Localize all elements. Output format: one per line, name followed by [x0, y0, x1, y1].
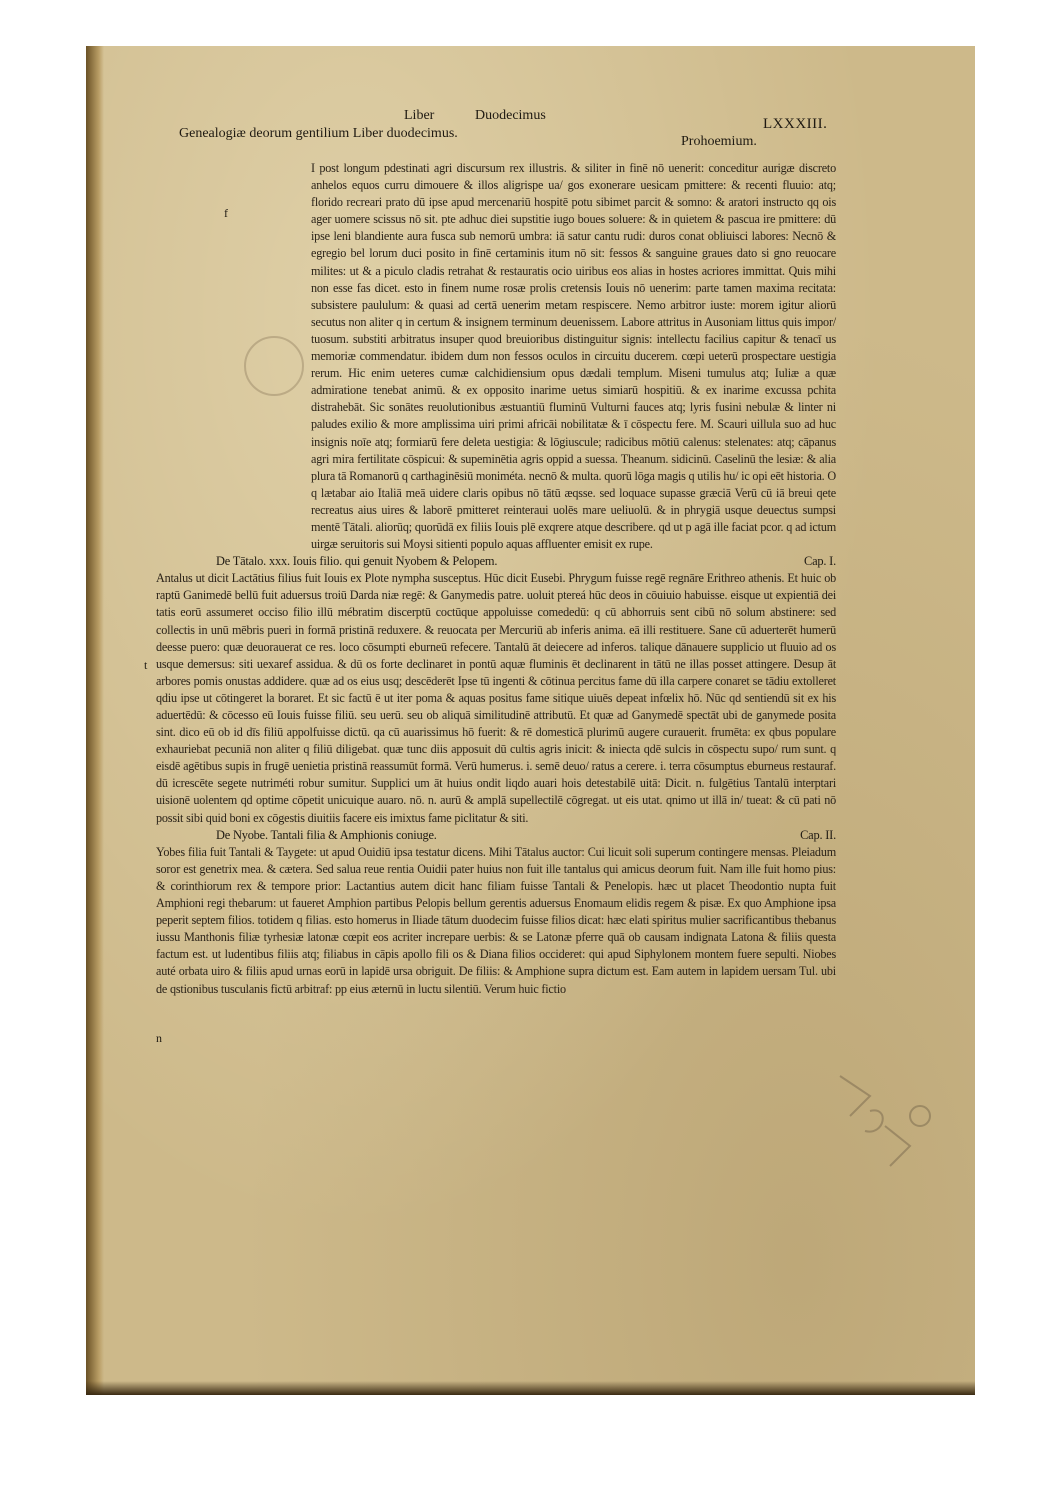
book-spine-shadow: [86, 46, 104, 1395]
chapter-label: Cap. I.: [804, 554, 836, 569]
chapter-heading-1: [136, 553, 836, 570]
chapter-paragraph-2: Yobes filia fuit Tantali & Taygete: ut apud Ouidiū ipsa testatur dicens. Mihi Tātalus auctor: Cui licuit soli superum contingere mensas. Pleiadum soror est genetrix mea. & cætera. Sed salua reue rentia Ouidii pater huius non fuit ille tantalus qui amicus deorum fuit. Nam ille fuit homo pius: & corinthiorum rex & tempore prior: Lactantius autem dicit hanc filiam fuisse Tantali & Penelopis. hæc ut placet Theodontio nupta fuit Amphioni regi thebarum: ut faueret Amphion partibus Pelopis bellum gerentis aduersus Enomaum elidis regem & pisæ. Ex quo Amphione ipsa peperit septem filios. totidem q filias. esto homerus in Iliade tātum duodecim fuisse filios dicat: hæc elati spiritus mulier sacrificantibus thebanus iussu Manthonis filiæ tyrhesiæ latonæ cœpit eos acriter increpare uerbis: & se Latonæ pferre quā ob causam indignata Latona & filiis questa factum est. ut ludentibus filiis atq; filiabus in cāpis apollo fili os & Diana filios occideret: qui apud Siphylonem montem fuere sepulti. Niobes auté orbata uiro & filiis apud urnas eorū in lapidē ursa obriguit. De filiis: & Amphione supra dictum est. Eam autem in lapidem uersam Tul. ubi de qstionibus tusculanis fictū arbitraf: pp eius æternū in luctu silentiū. Verum huic fictio: [156, 844, 836, 996]
chapter-label: Cap. II.: [800, 827, 836, 842]
guide-letter-f: f: [224, 206, 228, 220]
page-bottom-edge: [86, 1381, 975, 1395]
running-head-liber: Liber: [404, 108, 435, 123]
scanned-page: [86, 46, 975, 1395]
prooemium-paragraph: I post longum pdestinati agri discursum rex illustris. & siliter in finē nō uenerit: conceditur aurigæ discreto anhelos equos curru dimouere & illos aligrispe ua/ gos exonerare uesicam pmittere: & recenti fluuio: atq; florido recreari prato dū ipse apud mercenariū hospitē potu sibimet parcit & somno: & aratori instructo qq ois ager uomere scissus nō sit. pte adhuc diei supstitie iugo boues soluere: & in quietem & pascua ire pmittere: dū ipse leni blandiente aura fusca sub nemorū umbra: iā satur cantu rudi: duros conat obliuisci labores: Necnō & egregio bel lorum duci posito in finē certaminis itum nō sit: fessos & sanguine graues dato si gno reuocare milites: ut & a piculo cladis retrahat & restauratis ocio uiribus eos alias in hostes acriores immittat. Quis mihi non esse fas dicet. esto in finem nume rosæ prolis cretensis Iouis nō uenerim: parte tamen maxima recitata: subsistere paululum: & quasi ad certā uenerim metam respiscere. Nemo arbitror iuste: morem igitur aliorū secutus non aliter q in certum & insignem terminum deuenissem. Labore attritus in Ausoniam littus quis impor/ tuosum. substiti arbitratus insuper quod breuioribus distinguitur signis: intellectu facilius capitur & tenacī us memoriæ commendatur. ibidem dum non fessos oculos in circuitu ducerem. cœpi ueterū prospectare uestigia rerum. Hic enim ueteres cumæ calchidiensium opus dædali templum. Miseni tumulus atq; Iuliæ a quæ admiratione tenebat animū. & ex opposito inarime uetus simiarū hospitiū. & ex inarime excussa pchita distrahebāt. Sic sonātes reuolutionibus æstuantiū fluminū Vulturni fauces atq; lyris fusini nebulæ & linter ni paludes exilio & more amplissima uiri primi africāi nobilitatæ & ī cōspectu fere. M. Scauri uillula suo ad huc insignis noīe atq; formiarū fere deleta uestigia: & lōgiuscule; radicibus mōtiū calenus: stelenates: atq; cāpanus agri mira fertilitate cōspicui: & supeminētia agris oppid a suessa. Theanum. sidicinū. Caselinū the lesiæ: & alia plura tā Romanorū q carthaginēsiū moniméta. necnō & multa. quorū lōga magis q utilis hu/ ic opi eēt historia. O q lætabar aio Italiā meā uidere claris opibus nō tātū æqsse. sed loquace supasse græciā Verū cū iā breui qete recreatus aius uires & laborē pmitteret reinteraui uolēs mare ueliuolū. & in phrygiā usque deuectus sumpsi mentē Tātali. aliorūq; quorūdā ex filiis Iouis plē exqrere atque describere. qd ut p agā ille faciat pcor. q ad ictum uirgæ seruitoris sui Moysi sitienti populo aquas affluenter emisit ex rupe.: [311, 161, 836, 552]
body-text: [136, 160, 836, 998]
running-header: [86, 108, 975, 132]
section-prooemium: Prohoemium.: [681, 134, 757, 149]
book-title: Genealogiæ deorum gentilium Liber duodecimus.: [179, 126, 458, 141]
guide-letter-t: t: [144, 658, 148, 672]
chapter-title: De Nyobe. Tantali filia & Amphionis coniuge.: [216, 827, 437, 842]
ownership-stamp-icon: [830, 1056, 950, 1176]
chapter-paragraph-1: Antalus ut dicit Lactātius filius fuit Iouis ex Plote nympha susceptus. Hūc dicit Eusebi. Phrygum fuisse regē regnāre Erithreo athenis. Et huic ob raptū Ganimedē bellū fuit aduersus troiū Darda niæ regē: & Ganymedis patre. uoluit ptereá hūc deos in cōuiuio habuisse. eisque ut expientiā dei tatis eorū assumeret occiso filio illū mébratim discerptū coctūque appoluisse comededū: q cū abhorruis sent cibū nō solum abstinere: sed collectis in unū mēbris pueri in formā pristinā reduxere. & reuocata per Mercuriū ab inferis anima. eā illi restituere. Sane cū aduerterēt humerū deesse puero: quæ deuorauerat ce res. loco cōsumpti eburneū refecere. Tantalū āt deiecere ad inferos. talique dānauere supplicio ut fluuio ad os usque demersus: siti uexaref assidua. & dū os forte declinaret in pontū aquæ fluminis ēt declinarent in tātū ne illas posset attingere. Desup āt arbores pomis onustas addidere. quæ ad os eius usq; descēderēt Ipse tū ingenti & cōtinua percitus fame dū illa carpere conaret se tādiu extolleret qdiu ipse ut cōtingeret la boraret. Et sic factū ē ut iter poma & aquas positus fame sitique uiuēs depeat infœlix hō. Nūc qd sentiendū sit ex his aduertēdū: & cōcesso eū Iouis fuisse filiū. seu uerū. seu ob aliquā similitudinē attributū. Et quæ ad Ganymedē spectāt ubi de ganymede posita sint. dico eū ob id dīs filiū appolfuisse dictū. qa cū auarissimus hō fuerit: & rē domesticā plurimū augere curauerit. frumēta: ex qbus populare exhauriebat pecuniā non aliter q filiū diligebat. quæ tunc diis apposuit dū cultis agris inicit: & iniecta qdē sulcis in cōspectu supo/ rum sunt. q eisdē agētibus supis in frugē uenietia pristinā reassumūt formā. Verū humerus. i. semē deuo/ ratus a cerere. i. terra cōsumptus eburneus restauraf. dū icrescēte segete nutriméti robur sumitur. Supplici um āt huius ondit liqdo auari hois detestabilē uitā: Dicit. n. fulgētius Tantalū interptari uisionē uolentem qd optime cōpetit unicuique auaro. nō. n. aurū & amplā supellectilē cōgregat. ut eis utat. qnimo ut illā in/ tueat: & cū pati nō possit sibi quid boni ex cōgestis diuitiis facere eis imixtus fame piclitatur & siti.: [156, 571, 836, 825]
guide-letter-n: n: [156, 1031, 162, 1045]
running-head-duodecimus: Duodecimus: [475, 108, 546, 123]
chapter-heading-2: [136, 827, 836, 844]
chapter-title: De Tātalo. xxx. Iouis filio. qui genuit Nyobem & Pelopem.: [216, 554, 498, 569]
folio-number: LXXXIII.: [763, 116, 828, 132]
